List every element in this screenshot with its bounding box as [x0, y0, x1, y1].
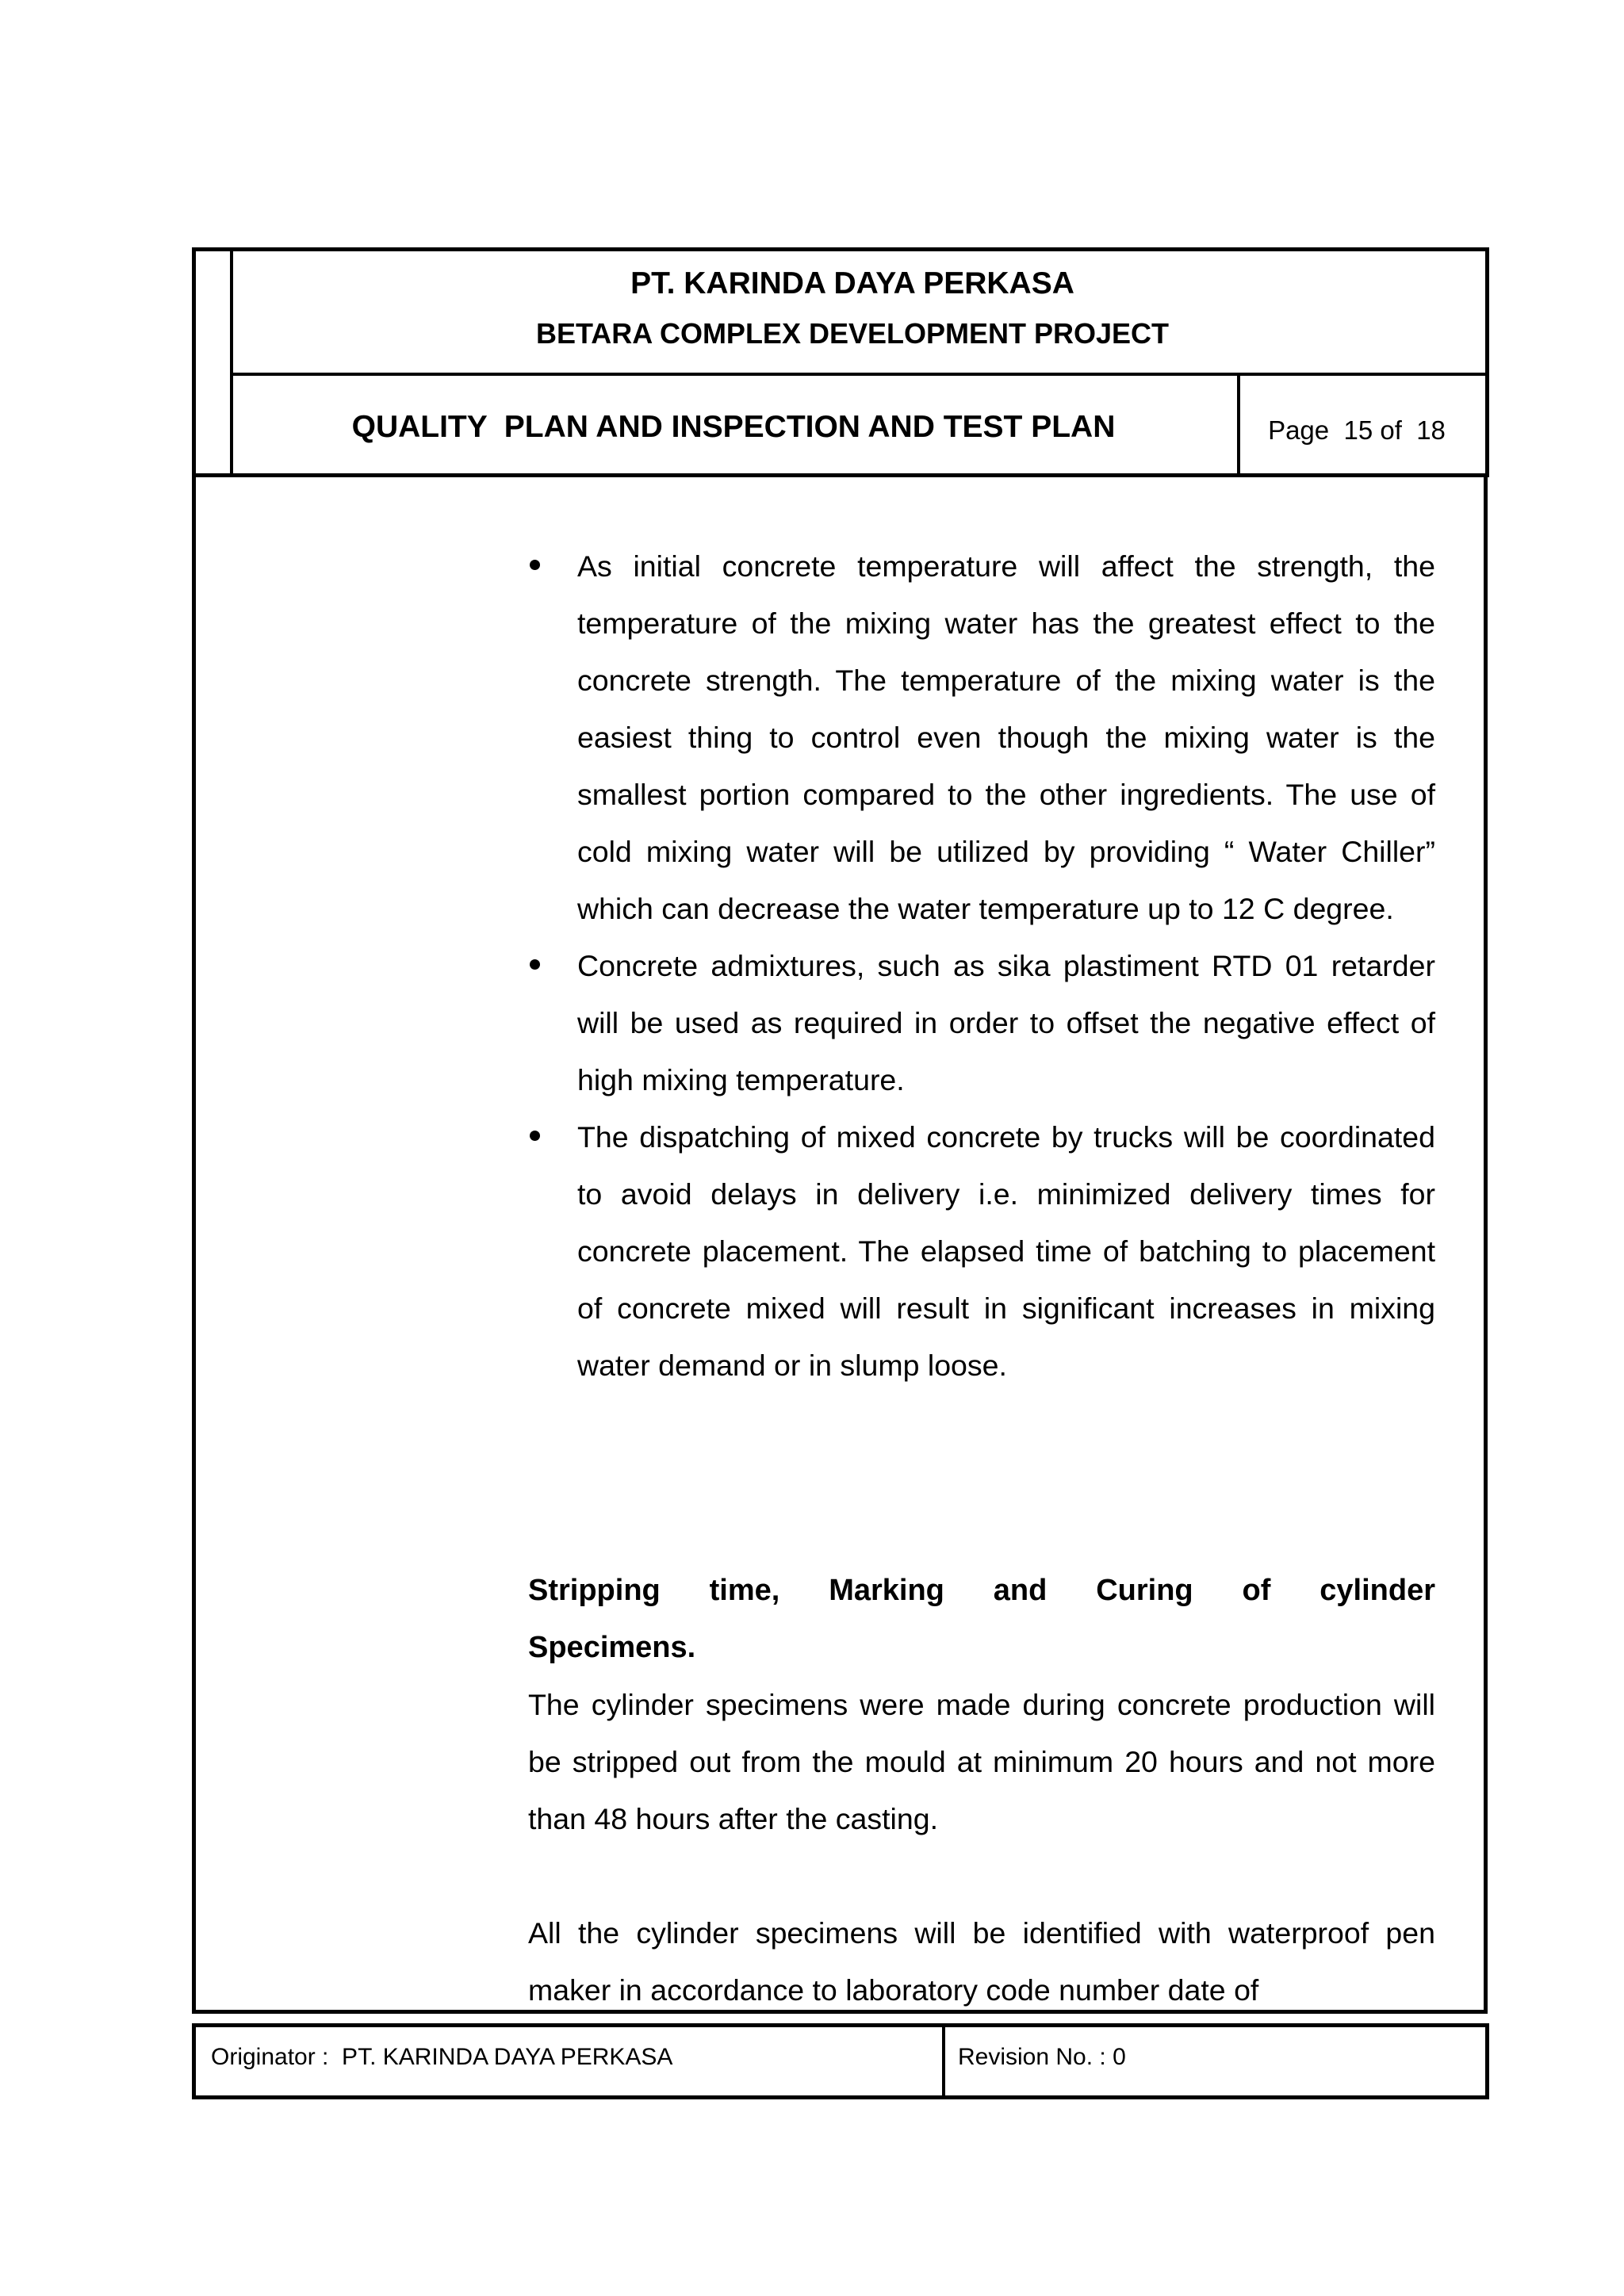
section-heading-continued: Specimens.	[528, 1631, 696, 1664]
revision-number: Revision No. : 0	[958, 2044, 1126, 2070]
bullet-icon	[530, 560, 540, 570]
company-name: PT. KARINDA DAYA PERKASA	[630, 266, 1074, 300]
body-content	[195, 476, 1472, 2010]
bullet-list	[528, 538, 1435, 1394]
section-heading: Stripping time, Marking and Curing of cylinder	[528, 1574, 1435, 1607]
bullet-text: As initial concrete temperature will affect the strength, the temperature of the mixing water has the greatest effect to the concrete strength. The temperature of the mixing water is the easiest thing to control even though the mixing water is the smallest portion compared to the other ingredients. The use of cold mixing water will be utilized by providing “ Water Chiller” which can decrease the water temperature up to 12 C degree.	[577, 549, 1435, 925]
bullet-text: Concrete admixtures, such as sika plastiment RTD 01 retarder will be used as required in order to offset the negative effect of high mixing temperature.	[577, 949, 1435, 1096]
list-item	[528, 1108, 1435, 1394]
document-title: QUALITY PLAN AND INSPECTION AND TEST PLAN	[351, 410, 1116, 444]
originator-text: Originator : PT. KARINDA DAYA PERKASA	[211, 2044, 673, 2070]
page-number: Page 15 of 18	[1268, 415, 1446, 445]
header-divider	[230, 373, 1489, 376]
paragraph-stripping: The cylinder specimens were made during concrete production will be stripped out from the mould at minimum 20 hours and not more than 48 hours after the casting.	[528, 1688, 1435, 1835]
footer-divider	[942, 2023, 945, 2099]
bullet-text: The dispatching of mixed concrete by trucks will be coordinated to avoid delays in delivery i.e. minimized delivery times for concrete placement. The elapsed time of batching to placement of concrete mixed will result in significant increases in mixing water demand or in slump loose.	[577, 1120, 1435, 1382]
bullet-icon	[530, 959, 540, 970]
bullet-icon	[530, 1131, 540, 1141]
list-item	[528, 538, 1435, 937]
paragraph-marking: All the cylinder specimens will be identified with waterproof pen maker in accordance to laboratory code number date of	[528, 1916, 1435, 2007]
project-name: BETARA COMPLEX DEVELOPMENT PROJECT	[535, 317, 1170, 350]
list-item	[528, 937, 1435, 1108]
